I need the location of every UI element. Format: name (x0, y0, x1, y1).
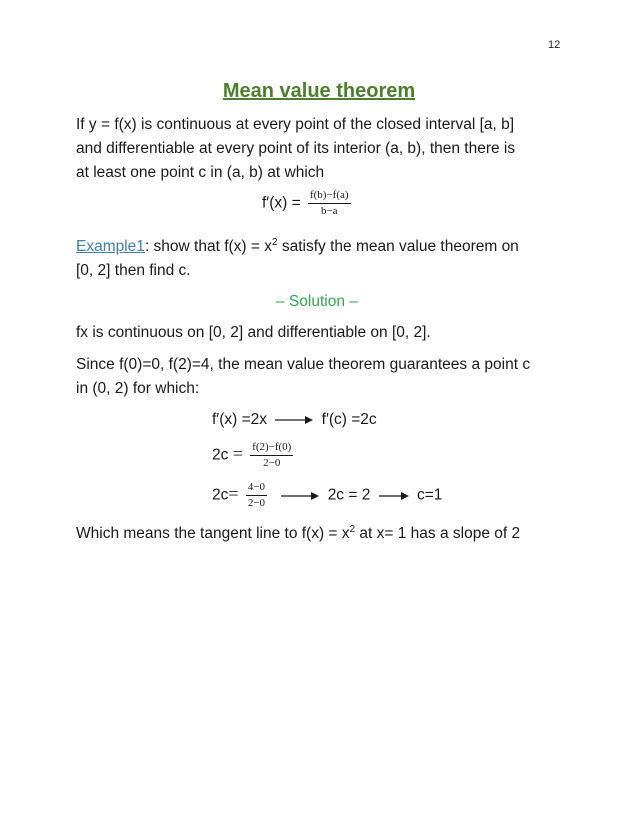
theorem-line-3: at least one point c in (a, b) at which (76, 164, 325, 181)
page-title: Mean value theorem (222, 80, 416, 102)
step-3-equation: 2c = 2 (327, 486, 371, 504)
theorem-line-2: and differentiable at every point of its interior (a, b), then there is (76, 140, 516, 157)
right-arrow-icon (379, 491, 409, 501)
step-3-fraction (246, 482, 267, 509)
step-1-derivative: f′(x) =2x (212, 411, 268, 428)
solution-line-2: Since f(0)=0, f(2)=4, the mean value theorem guarantees a point c (76, 356, 531, 373)
solution-heading: – Solution – (276, 293, 358, 310)
formula-lhs: f′(x) = (262, 194, 301, 212)
step-2-denominator: 2−0 (263, 457, 281, 469)
step-3-lhs: 2c (212, 486, 229, 504)
conclusion-text-b: at x= 1 has a slope of 2 (355, 525, 521, 543)
example-line-2: [0, 2] then find c. (76, 262, 191, 279)
conclusion-text-a: Which means the tangent line to f(x) = x (76, 525, 350, 543)
formula-fraction (308, 190, 351, 217)
right-arrow-icon (275, 415, 313, 425)
step-3-equals: = (228, 483, 239, 504)
step-3-denominator: 2−0 (247, 497, 266, 509)
example-exponent: 2 (272, 237, 278, 248)
step-3-numerator: 4−0 (246, 482, 267, 496)
solution-line-3: in (0, 2) for which: (76, 380, 200, 397)
step-3 (212, 482, 442, 509)
formula-denominator: b−a (320, 205, 338, 217)
step-1-result: f′(c) =2c (321, 411, 377, 428)
solution-line-1: fx is continuous on [0, 2] and differentiable on [0, 2]. (76, 324, 431, 341)
example-line-1 (76, 238, 519, 255)
page-number: 12 (548, 39, 561, 51)
example-label: Example1 (76, 238, 145, 256)
step-2-fraction (250, 442, 293, 469)
theorem-formula (262, 190, 351, 217)
example-text-a: : show that f(x) = x (144, 238, 272, 256)
step-3-answer: c=1 (416, 486, 443, 504)
right-arrow-icon (281, 491, 319, 501)
step-2-lhs: 2c (212, 446, 229, 464)
step-2-equals: = (232, 443, 243, 464)
example-text-b: satisfy the mean value theorem on (277, 238, 519, 256)
step-2-numerator: f(2)−f(0) (250, 442, 293, 456)
conclusion-exponent: 2 (349, 524, 356, 535)
step-1 (212, 412, 377, 428)
conclusion-line (76, 525, 520, 542)
step-2 (212, 442, 293, 469)
theorem-line-1: If y = f(x) is continuous at every point of the closed interval [a, b] (76, 116, 515, 133)
formula-numerator: f(b)−f(a) (308, 190, 351, 204)
